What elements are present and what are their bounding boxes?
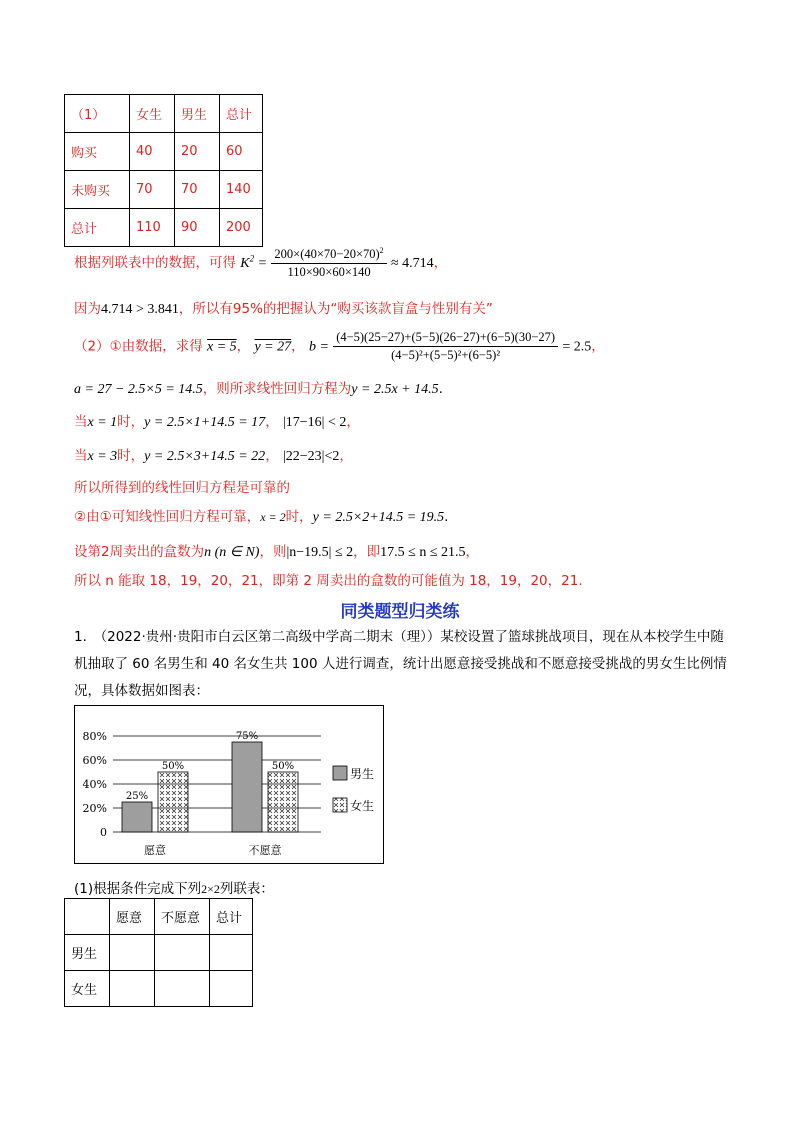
legend-swatch — [333, 798, 347, 812]
variable: n (n ∈ N) — [204, 545, 260, 560]
text: （2）①由数据，求得 — [74, 338, 203, 355]
data-label: 50% — [271, 761, 295, 772]
table-cell — [210, 935, 253, 971]
solution-line-2 — [74, 297, 493, 318]
text: 时， — [117, 414, 145, 430]
text: 2 — [379, 246, 384, 255]
solution-line-10: 所以 n 能取 18，19，20，21，即第 2 周卖出的盒数的可能值为 18，19，20，21. — [74, 573, 583, 589]
text: 时， — [117, 448, 145, 464]
solution-line-8 — [74, 505, 448, 526]
fraction-numerator — [271, 246, 386, 264]
table-cell — [155, 935, 210, 971]
table-row — [65, 209, 263, 247]
legend-label: 男生 — [350, 767, 375, 781]
table-cell: 总计 — [220, 95, 263, 133]
text: 列联表： — [219, 881, 274, 897]
text: (1)根据条件完成下列 — [74, 881, 202, 897]
table-row — [65, 133, 263, 171]
table-cell — [210, 971, 253, 1007]
text: 当 — [74, 414, 88, 430]
table-cell: 90 — [175, 209, 220, 247]
table-row — [65, 171, 263, 209]
bar-chart — [75, 706, 383, 863]
b-result: = 2.5 — [562, 339, 592, 355]
table-cell: 200 — [220, 209, 263, 247]
y-mean: y = 27 — [254, 339, 292, 355]
text: ②由①可知线性回归方程可靠， — [74, 509, 261, 525]
a-hat-equation: a = 27 − 2.5×5 = 14.5 — [74, 382, 203, 397]
y-tick-label: 0 — [100, 826, 107, 839]
data-label: 25% — [125, 791, 149, 802]
x-mean: x = 5 — [207, 339, 237, 355]
condition: x = 2 — [260, 510, 286, 524]
table-cell: 男生 — [175, 95, 220, 133]
table-cell: 110 — [130, 209, 175, 247]
table-cell: 未购买 — [65, 171, 130, 209]
fraction-numerator: (4−5)(25−27)+(5−5)(26−27)+(6−5)(30−27) — [333, 330, 558, 347]
problem-text: 1. （2022·贵州·贵阳市白云区第二高级中学高二期末（理））某校设置了篮球挑战项目，现在从本校学生中随机抽取了 60 名男生和 40 名女生共 100 人进行调查，统计出愿意接受挑战和不愿意接受挑战的男女生比例情况，具体数据如图表： — [74, 629, 727, 699]
equation: y = 2.5×1+14.5 = 17 — [144, 415, 266, 430]
legend-label: 女生 — [350, 799, 375, 813]
text: 200×(40×70−20×70) — [274, 247, 380, 262]
table-cell: 购买 — [65, 133, 130, 171]
text: ，则所求线性回归方程为 — [202, 381, 352, 397]
text: 设第2周卖出的盒数为 — [74, 544, 205, 560]
table-row — [65, 971, 253, 1007]
text: 因为 — [74, 301, 101, 317]
inequality: |17−16| < 2 — [282, 415, 347, 430]
inequality: |n−19.5| ≤ 2 — [286, 545, 354, 560]
table-cell — [110, 935, 155, 971]
text: ， — [265, 448, 279, 464]
condition: x = 1 — [87, 415, 118, 430]
table-cell — [110, 971, 155, 1007]
equation: y = 2.5×2+14.5 = 19.5 — [312, 510, 445, 525]
contingency-table-2 — [64, 898, 253, 1007]
y-tick-label: 40% — [82, 778, 107, 791]
table-row — [65, 935, 253, 971]
k2-result: ≈ 4.714 — [390, 256, 434, 272]
solution-line-4 — [74, 377, 443, 398]
solution-line-3 — [74, 330, 605, 363]
data-label: 75% — [235, 731, 259, 742]
solution-line-7: 所以所得到的线性回归方程是可靠的 — [74, 480, 290, 496]
text: K — [240, 256, 250, 272]
text: . — [438, 381, 443, 397]
text: ， — [265, 414, 279, 430]
condition: x = 3 — [87, 449, 118, 464]
bar — [158, 772, 188, 832]
text: ， — [591, 338, 605, 355]
section-title: 同类题型归类练 — [340, 602, 460, 622]
table-cell: 愿意 — [110, 899, 155, 935]
text: ，所以有95%的把握认为“购买该款盲盒与性别有关” — [178, 301, 493, 317]
text: ，则 — [259, 544, 287, 560]
k2-symbol: $K^2$ = — [240, 253, 268, 272]
text: . — [444, 509, 449, 525]
text: ， — [465, 544, 480, 560]
table-cell — [65, 899, 110, 935]
dimension: 2×2 — [201, 882, 220, 896]
table-cell: 20 — [175, 133, 220, 171]
bar — [232, 742, 262, 832]
table-cell: 总计 — [210, 899, 253, 935]
solution-line-5 — [74, 410, 360, 431]
bar — [268, 772, 298, 832]
table-cell: 140 — [220, 171, 263, 209]
equation: y = 2.5×3+14.5 = 22 — [144, 449, 266, 464]
range: 17.5 ≤ n ≤ 21.5 — [380, 545, 466, 560]
table-cell: 男生 — [65, 935, 110, 971]
text: 时， — [285, 509, 313, 525]
table-cell: 女生 — [130, 95, 175, 133]
text: 2 — [249, 253, 255, 264]
text: 根据列联表中的数据，可得 — [74, 255, 236, 272]
solution-line-9 — [74, 540, 479, 561]
text: ， — [291, 338, 305, 355]
part1-prompt — [74, 877, 274, 897]
y-tick-label: 20% — [82, 802, 107, 815]
table-cell: 40 — [130, 133, 175, 171]
table-cell: （1） — [65, 95, 130, 133]
y-tick-label: 60% — [82, 754, 107, 767]
text: ， — [236, 338, 251, 355]
x-category-label: 不愿意 — [248, 844, 282, 857]
table-row — [65, 899, 253, 935]
table-cell — [155, 971, 210, 1007]
solution-line-1 — [74, 246, 447, 280]
text: ，即 — [353, 544, 381, 560]
b-fraction — [333, 330, 558, 363]
y-tick-label: 80% — [82, 730, 107, 743]
b-hat: b = — [308, 339, 329, 355]
regression-equation: y = 2.5x + 14.5 — [351, 382, 439, 397]
text: 当 — [74, 448, 88, 464]
table-row — [65, 95, 263, 133]
table-cell: 70 — [130, 171, 175, 209]
x-category-label: 愿意 — [144, 844, 166, 857]
fraction-denominator: (4−5)²+(5−5)²+(6−5)² — [391, 348, 501, 362]
table-cell: 不愿意 — [155, 899, 210, 935]
k2-fraction — [271, 246, 386, 280]
inequality: |22−23|<2 — [282, 449, 340, 464]
contingency-table-1 — [64, 94, 263, 247]
text: ， — [433, 255, 448, 272]
chart-frame — [74, 705, 384, 864]
table-cell: 60 — [220, 133, 263, 171]
bar — [122, 802, 152, 832]
solution-line-6 — [74, 444, 353, 465]
table-cell: 总计 — [65, 209, 130, 247]
table-cell: 70 — [175, 171, 220, 209]
text: ， — [346, 414, 360, 430]
data-label: 50% — [161, 761, 185, 772]
fraction-denominator: 110×90×60×140 — [287, 265, 371, 280]
comparison: 4.714 > 3.841 — [101, 302, 179, 317]
text: ， — [339, 448, 353, 464]
table-cell: 女生 — [65, 971, 110, 1007]
legend-swatch — [333, 766, 347, 780]
